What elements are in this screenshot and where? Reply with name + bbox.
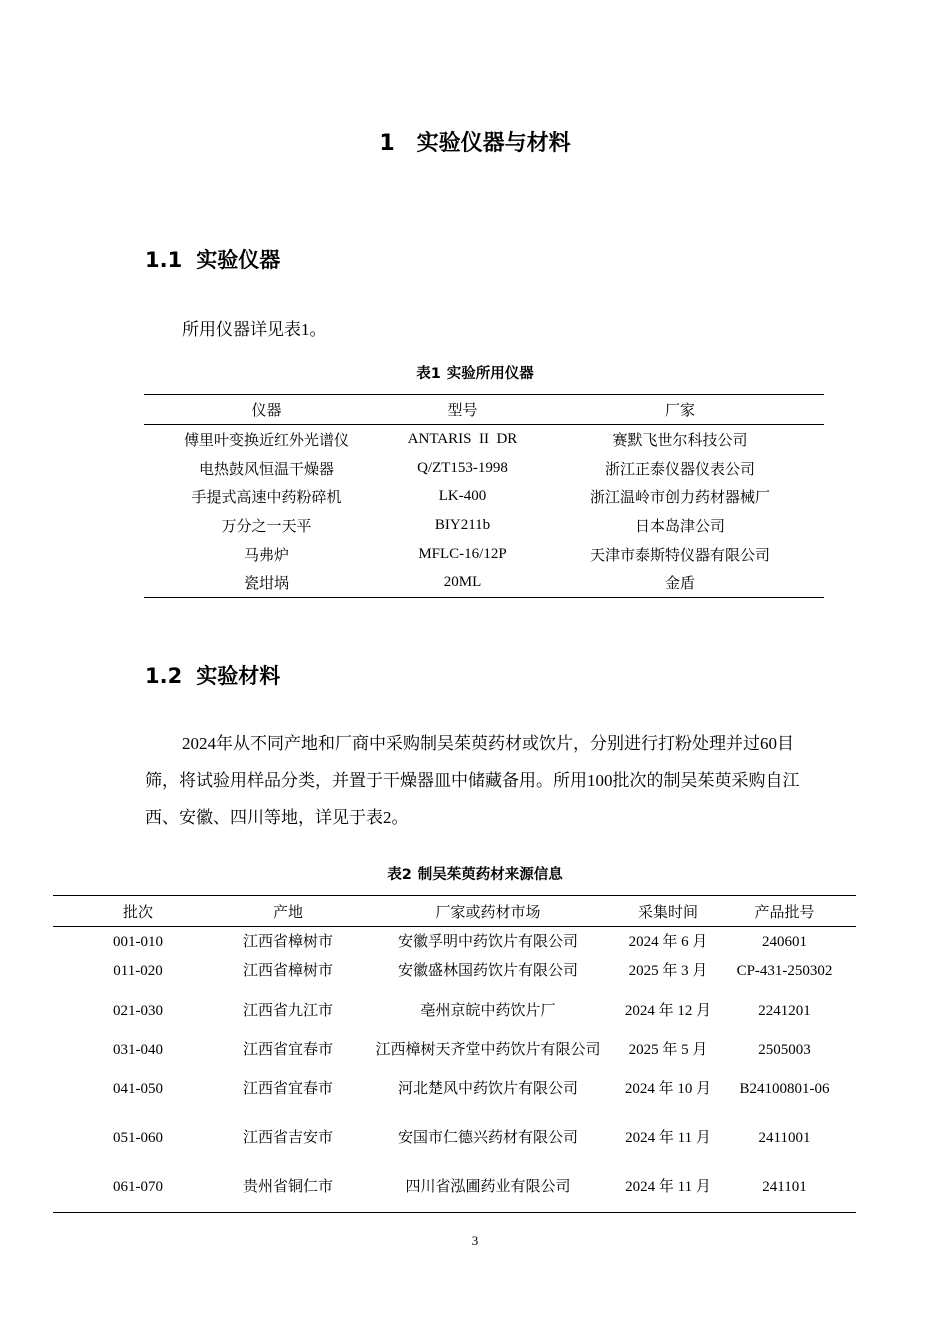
caption-title: 实验所用仪器 xyxy=(446,366,534,382)
table-cell: 2024 年 11 月 xyxy=(625,1130,711,1146)
table-row xyxy=(53,957,856,987)
table-row xyxy=(144,454,824,483)
table-cell: 2025 年 5 月 xyxy=(628,1041,708,1058)
table-cell: BIY211b xyxy=(434,516,491,533)
subsection-number: 1.2 xyxy=(145,664,183,688)
table-cell: 011-020 xyxy=(113,963,163,980)
column-header: 产品批号 xyxy=(713,896,856,927)
materials-source-table xyxy=(53,895,856,1213)
table-cell: ANTARIS II DR xyxy=(407,430,518,447)
column-header: 仪器 xyxy=(144,395,389,425)
table-cell: 江西省宜春市 xyxy=(242,1081,333,1097)
paragraph-instruments xyxy=(145,311,805,348)
table-cell: 241101 xyxy=(762,1179,807,1195)
table-cell: 021-030 xyxy=(113,1002,163,1019)
table-row xyxy=(144,568,824,597)
table-cell: 贵州省铜仁市 xyxy=(242,1179,333,1195)
table-cell: 瓷坩埚 xyxy=(243,576,289,593)
table-cell: 031-040 xyxy=(113,1041,163,1058)
table-cell: 江西省樟树市 xyxy=(242,933,333,950)
section-title: 实验仪器与材料 xyxy=(416,131,571,156)
column-header: 型号 xyxy=(389,395,536,425)
caption-title: 制吴茱萸药材来源信息 xyxy=(417,867,563,883)
instruments-table xyxy=(144,394,824,598)
table-cell: 2025 年 3 月 xyxy=(628,963,708,980)
section-heading-1 xyxy=(0,126,950,157)
table1-caption xyxy=(0,362,950,383)
subsection-title: 实验仪器 xyxy=(196,248,281,272)
column-header: 批次 xyxy=(53,896,223,927)
table-cell: 金盾 xyxy=(664,576,695,593)
table-cell: 江西省樟树市 xyxy=(242,963,333,980)
table-cell: 江西省吉安市 xyxy=(242,1130,333,1146)
table-cell: 061-070 xyxy=(113,1179,163,1195)
table-cell: 2241201 xyxy=(758,1002,811,1019)
column-header: 采集时间 xyxy=(623,896,713,927)
table-cell: MFLC-16/12P xyxy=(418,545,507,562)
subsection-title: 实验材料 xyxy=(196,664,281,688)
table-cell: 江西省九江市 xyxy=(242,1002,333,1019)
table-cell: 电热鼓风恒温干燥器 xyxy=(198,461,334,478)
subsection-number: 1.1 xyxy=(145,248,183,272)
table-cell: 2411001 xyxy=(758,1130,811,1146)
table-cell: 240601 xyxy=(762,933,807,950)
table-cell: 001-010 xyxy=(113,933,163,950)
table-cell: B24100801-06 xyxy=(739,1081,830,1097)
paragraph-materials xyxy=(145,725,805,836)
table-cell: 天津市泰斯特仪器有限公司 xyxy=(589,547,770,564)
table-cell: 安徽孚明中药饮片有限公司 xyxy=(397,933,578,950)
table-cell: 手提式高速中药粉碎机 xyxy=(191,490,342,507)
section-number: 1 xyxy=(379,131,395,156)
table-cell: 河北楚风中药饮片有限公司 xyxy=(397,1081,578,1097)
table2-caption xyxy=(0,863,950,884)
table-cell: 万分之一天平 xyxy=(221,518,312,535)
table-cell: CP-431-250302 xyxy=(736,963,833,980)
page-number: 3 xyxy=(471,1233,479,1248)
table-row xyxy=(53,1114,856,1163)
caption-number: 表2 xyxy=(387,867,412,883)
table-header-row xyxy=(53,896,856,927)
table-row xyxy=(53,986,856,1035)
table-cell: 2505003 xyxy=(758,1041,811,1058)
table-cell: 20ML xyxy=(443,574,482,591)
column-header: 厂家 xyxy=(536,395,824,425)
table-cell: 2024 年 6 月 xyxy=(628,933,708,950)
table-cell: LK-400 xyxy=(438,488,487,505)
paragraph-text: 所用仪器详见表1。 xyxy=(182,320,327,339)
table-cell: 051-060 xyxy=(113,1130,163,1146)
table-row xyxy=(144,540,824,569)
table-cell: 马弗炉 xyxy=(243,547,289,564)
subsection-heading-1-1 xyxy=(145,244,280,274)
table-cell: 傅里叶变换近红外光谱仪 xyxy=(183,432,349,449)
table-cell: 浙江温岭市创力药材器械厂 xyxy=(589,490,770,507)
column-header: 产地 xyxy=(223,896,353,927)
table-cell: 安徽盛林国药饮片有限公司 xyxy=(397,963,578,980)
column-header: 厂家或药材市场 xyxy=(353,896,623,927)
table-cell: 2024 年 10 月 xyxy=(624,1081,712,1097)
table-cell: 亳州京皖中药饮片厂 xyxy=(420,1002,556,1019)
table-cell: 江西樟树天齐堂中药饮片有限公司 xyxy=(375,1041,601,1058)
table-cell: Q/ZT153-1998 xyxy=(417,459,508,476)
table-row xyxy=(53,1065,856,1114)
table-cell: 安国市仁德兴药材有限公司 xyxy=(397,1130,578,1146)
table-cell: 赛默飞世尔科技公司 xyxy=(612,432,748,449)
table-row xyxy=(144,482,824,511)
subsection-heading-1-2 xyxy=(145,660,280,690)
table-row xyxy=(144,511,824,540)
table-cell: 日本岛津公司 xyxy=(634,518,725,535)
table-cell: 江西省宜春市 xyxy=(242,1041,333,1058)
table-header-row xyxy=(144,395,824,425)
paragraph-text: 2024年从不同产地和厂商中采购制吴茱萸药材或饮片，分别进行打粉处理并过60目筛，将试验用样品分类，并置于干燥器皿中储藏备用。所用100批次的制吴茱萸采购自江西、安徽、四川等地，详见于表2。 xyxy=(145,734,800,827)
caption-number: 表1 xyxy=(416,366,441,382)
table-row xyxy=(144,425,824,454)
table-row xyxy=(53,927,856,957)
table-cell: 四川省泓圃药业有限公司 xyxy=(405,1179,571,1195)
table-cell: 041-050 xyxy=(113,1081,163,1097)
table-row xyxy=(53,1035,856,1065)
table-cell: 2024 年 12 月 xyxy=(624,1002,712,1019)
table-cell: 2024 年 11 月 xyxy=(625,1179,711,1195)
table-cell: 浙江正泰仪器仪表公司 xyxy=(604,461,755,478)
table-row xyxy=(53,1163,856,1213)
